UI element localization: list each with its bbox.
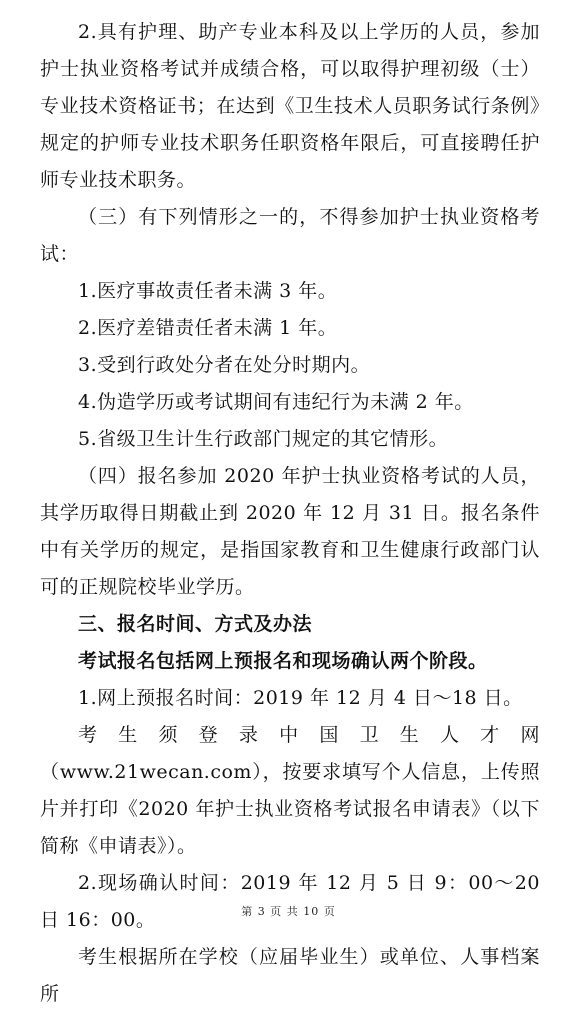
page-number-footer: 第 3 页 共 10 页	[241, 905, 336, 918]
document-body	[40, 14, 540, 1013]
paragraph-degree-deadline: （四）报名参加 2020 年护士执业资格考试的人员，其学历取得日期截止到 2020 年 12 月 31 日。报名条件中有关学历的规定，是指国家教育和卫生健康行政部门认可的正规院校毕业学历。	[40, 465, 540, 598]
list-item-exclusion-4: 4.伪造学历或考试期间有违纪行为未满 2 年。	[78, 391, 474, 413]
paragraph-onsite-confirmation-time: 2.现场确认时间：2019 年 12 月 5 日 9：00～20 日 16：00。	[40, 872, 540, 931]
list-item-exclusion-1: 1.医疗事故责任者未满 3 年。	[78, 280, 338, 302]
paragraph-online-registration-instructions: 考生须登录中国卫生人才网（www.21wecan.com），按要求填写个人信息，上传照片并打印《2020 年护士执业资格考试报名申请表》（以下简称《申请表》）。	[40, 724, 540, 857]
section-heading: 三、报名时间、方式及办法	[78, 613, 313, 635]
list-item-exclusion-2: 2.医疗差错责任者未满 1 年。	[78, 317, 338, 339]
paragraph-nursing-degree: 2.具有护理、助产专业本科及以上学历的人员，参加护士执业资格考试并成绩合格，可以取得护理初级（士）专业技术资格证书；在达到《卫生技术人员职务试行条例》规定的护师专业技术职务任职资格年限后，可直接聘任护师专业技术职务。	[40, 21, 540, 191]
bold-summary-line: 考试报名包括网上预报名和现场确认两个阶段。	[78, 650, 488, 672]
list-item-exclusion-5: 5.省级卫生计生行政部门规定的其它情形。	[78, 428, 449, 450]
list-item-exclusion-3: 3.受到行政处分者在处分时期内。	[78, 354, 371, 376]
paragraph-onsite-confirmation-instructions: 考生根据所在学校（应届毕业生）或单位、人事档案所	[40, 946, 540, 1005]
paragraph-exclusion-intro: （三）有下列情形之一的，不得参加护士执业资格考试：	[40, 206, 540, 265]
paragraph-online-registration-time: 1.网上预报名时间：2019 年 12 月 4 日～18 日。	[78, 687, 523, 709]
